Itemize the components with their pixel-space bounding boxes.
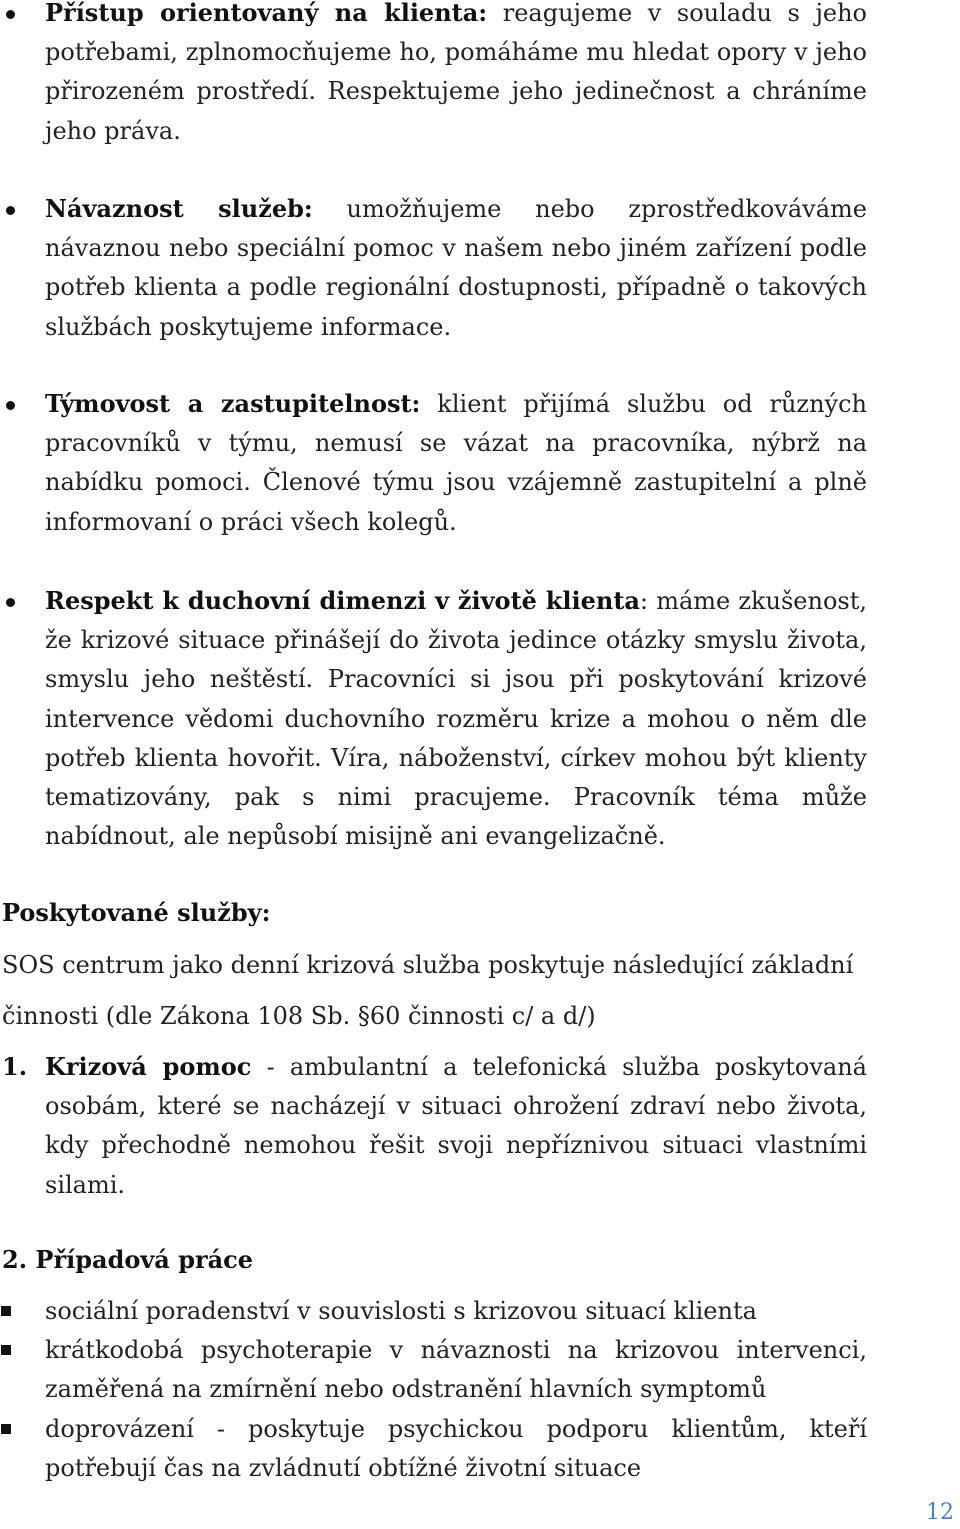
principle-client-oriented [0,0,867,151]
service-crisis-help [2,1047,867,1205]
service-term: Případová práce [35,1245,254,1274]
principle-teamwork [0,384,867,542]
services-intro-line2: činnosti (dle Zákona 108 Sb. §60 činnosti c/ a d/) [2,1002,596,1030]
service-term: Krizová pomoc [45,1052,252,1081]
services-heading: Poskytované služby: [2,898,271,927]
principle-text: umožňujeme nebo zprostředkováváme návaznou nebo speciální pomoc v našem nebo jiném zařízení podle potřeb klienta a podle regionální dostupnosti, případně o takových službách poskytujeme informace. [45,195,867,341]
principle-term: Přístup orientovaný na klienta: [45,0,488,27]
bullet-dot-icon [6,10,15,19]
case-work-text: krátkodobá psychoterapie v návaznosti na krizovou intervenci, zaměřená na zmírnění nebo odstranění hlavních symptomů [45,1336,867,1404]
services-intro-line1: SOS centrum jako denní krizová služba poskytuje následující základní [2,951,854,979]
case-work-item [0,1292,867,1331]
square-bullet-icon [1,1424,11,1434]
case-work-list [0,1292,867,1488]
case-work-item [0,1331,867,1409]
square-bullet-icon [1,1306,11,1316]
service-number: 1. [2,1052,28,1081]
service-text: - ambulantní a telefonická služba poskytovaná osobám, které se nacházejí v situaci ohrožení zdraví nebo života, kdy přechodně nemohou řešit svoji nepříznivou situaci vlastními silami. [45,1053,867,1199]
bullet-dot-icon [6,401,15,410]
square-bullet-icon [1,1345,11,1355]
case-work-text: doprovázení - poskytuje psychickou podporu klientům, kteří potřebují čas na zvládnutí obtížné životní situace [45,1414,867,1482]
page-number: 12 [926,1500,954,1525]
bullet-dot-icon [6,206,15,215]
principle-term: Respekt k duchovní dimenzi v životě klienta [45,586,640,615]
principle-text: : máme zkušenost, že krizové situace přinášejí do života jedince otázky smyslu života, smyslu jeho neštěstí. Pracovníci si jsou při poskytování krizové intervence vědomi duchovního rozměru krize a mohou o něm dle potřeb klienta hovořit. Víra, náboženství, církev mohou být klienty tematizovány, pak s nimi pracujeme. Pracovník téma může nabídnout, ale nepůsobí misijně ani evangelizačně. [45,587,867,851]
bullet-dot-icon [6,598,15,607]
service-case-work-heading [2,1240,253,1280]
principle-text: klient přijímá službu od různých pracovníků v týmu, nemusí se vázat na pracovníka, nýbrž na nabídku pomoci. Členové týmu jsou vzájemně zastupitelní a plně informovaní o práci všech kolegů. [45,390,867,536]
principle-term: Týmovost a zastupitelnost: [45,389,421,418]
principle-term: Návaznost služeb: [45,194,313,223]
principle-text: reagujeme v souladu s jeho potřebami, zplnomocňujeme ho, pomáháme mu hledat opory v jeho přirozeném prostředí. Respektujeme jeho jedinečnost a chráníme jeho práva. [45,0,867,145]
service-body [2,1047,867,1205]
principle-spiritual [0,581,867,856]
principle-continuity [0,189,867,347]
service-number: 2. [2,1245,28,1274]
case-work-item [0,1410,867,1488]
case-work-text: sociální poradenství v souvislosti s krizovou situací klienta [45,1297,757,1325]
